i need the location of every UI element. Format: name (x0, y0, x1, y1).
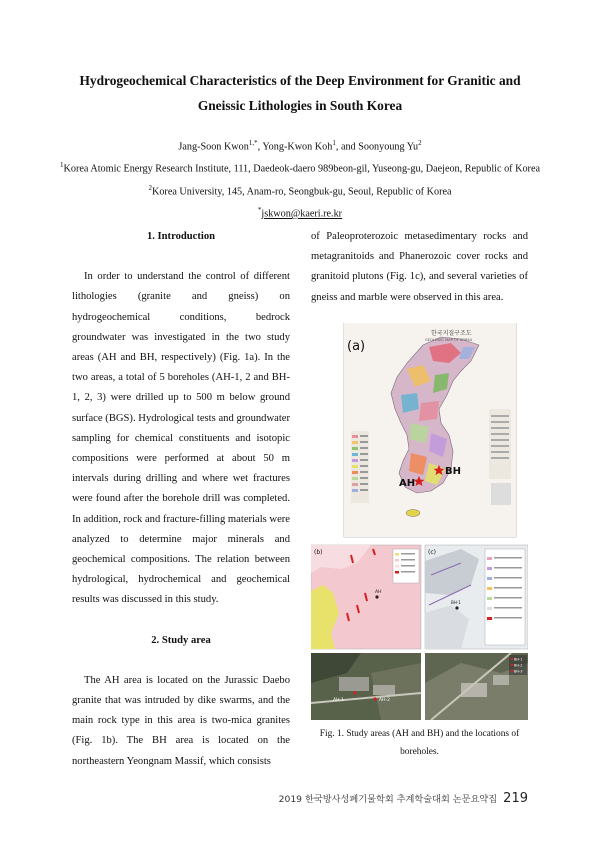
introduction-heading: 1. Introduction (146, 231, 216, 242)
author-2-affil: 1 (332, 139, 336, 147)
bh-site-point (455, 606, 458, 609)
panel-a-label: (a) (347, 339, 366, 354)
map-title-en: GEOLOGIC MAP OF KOREA (425, 338, 473, 342)
email-mark: * (257, 206, 262, 215)
ah-1-point (353, 691, 356, 694)
corresponding-email[interactable]: jskwon@kaeri.re.kr (261, 208, 343, 220)
jeju-island (406, 510, 420, 517)
author-3: Soonyoung Yu (358, 141, 419, 153)
affiliation-2-text: Korea University, 145, Anam-ro, Seongbuk-gu, Seoul, Republic of Korea (151, 186, 452, 198)
title-line-2: Gneissic Lithologies in South Korea (197, 98, 403, 113)
panel-b-site-label: AH (375, 590, 382, 595)
author-2: Yong-Kwon Koh (262, 141, 333, 153)
figure-caption: Fig. 1. Study areas (AH and BH) and the locations of boreholes. (319, 729, 520, 757)
ah-2-point (373, 697, 376, 700)
author-1-affil: 1,* (248, 139, 258, 147)
affiliation-1 (40, 156, 560, 178)
bh-1-photo-label: BH-1 (514, 657, 523, 662)
ah-2-photo-label: AH-2 (379, 698, 390, 703)
study-area-text-continued: of Paleoproterozoic metasedimentary rocks and metagranitoids and Phanerozoic cover rocks and granitoid plutons (Fig. 1c), and several varieties of gneiss and marble were observed in this area. (311, 231, 528, 303)
map-title-ko: 한국지질구조도 (431, 330, 472, 337)
panel-c-label: (c) (428, 549, 436, 556)
author-block (40, 134, 560, 224)
left-column (72, 227, 290, 772)
ah-map-label: AH (399, 478, 416, 489)
figure-graphic (311, 323, 528, 720)
introduction-text: In order to understand the control of different lithologies (granite and gneiss) on hydrogeochemical conditions, bedrock groundwater was investigated in the two study areas (AH and BH, respectively) (Fig. 1a). In the two areas, a total of 5 boreholes (AH-1, 2 and BH-1, 2, 3) were drilled up to 500 m below ground surface (BGS). Hydrological tests and groundwater sampling for chemical constituents and isotopic compositions were performed at about 50 m intervals during drilling and where wet fractures were found after the borehole drill was completed. In addition, rock and fracture-filling materials were analyzed to determine major minerals and geochemical compositions. The relation between hydrological, hydrochemical and geochemical results was discussed in this study. (72, 271, 290, 606)
affiliation-1-mark: 1 (60, 161, 64, 170)
bh-3-photo-label: BH-3 (514, 669, 523, 674)
affiliation-1-text: Korea Atomic Energy Research Institute, 111, Daedeok-daero 989beon-gil, Yuseong-gu, Daejeon, Republic of Korea (63, 163, 540, 175)
proceedings-title: 2019 한국방사성폐기물학회 추계학술대회 논문요약집 (278, 794, 498, 805)
study-area-heading: 2. Study area (151, 634, 211, 646)
bh-map-label: BH (445, 466, 461, 477)
figure-1 (311, 323, 528, 720)
map-legend-left (351, 431, 369, 503)
paper-title (60, 68, 540, 118)
ah-1-photo-label: AH-1 (333, 698, 344, 703)
panel-c-site-label: BH-1 (451, 600, 461, 605)
page-footer (279, 791, 528, 806)
affiliation-2 (40, 179, 560, 201)
title-line-1: Hydrogeochemical Characteristics of the Deep Environment for Granitic and (79, 73, 521, 88)
author-3-affil: 2 (418, 139, 422, 147)
ah-site-point (375, 595, 378, 598)
bh-2-photo-label: BH-2 (514, 663, 523, 668)
author-line: Jang-Soon Kwon$^{1,*}$, Yong-Kwon Koh$^1$, and Soonyoung Yu$^2$ (178, 139, 422, 153)
page-number: 219 (503, 791, 528, 806)
right-column (311, 227, 528, 308)
email-line (40, 201, 560, 223)
affiliation-2-mark: 2 (148, 183, 152, 192)
map-legend-right (489, 409, 511, 505)
panel-b-label: (b) (314, 549, 323, 556)
study-area-text: The AH area is located on the Jurassic Daebo granite that was intruded by dike swarms, and the main rock type in this area is two-mica granites (Fig. 1b). The BH area is located on the northeastern Yeongnam Massif, which consists (72, 674, 290, 767)
author-1: Jang-Soon Kwon (178, 141, 249, 153)
